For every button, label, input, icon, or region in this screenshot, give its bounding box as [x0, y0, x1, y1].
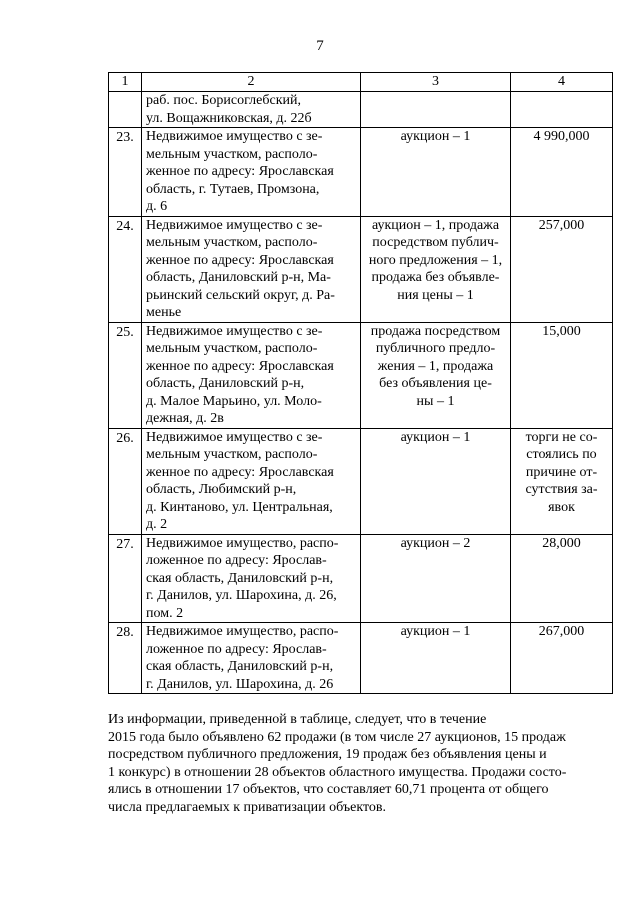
row-result: 257,000 [511, 216, 613, 322]
row-sale-method: аукцион – 1 [361, 623, 511, 694]
header-col-3: 3 [361, 73, 511, 92]
row-sale-method: продажа посредством публичного предло- жения – 1, продажа без объявления це- ны – 1 [361, 322, 511, 428]
table-body [109, 73, 613, 694]
row-result: 267,000 [511, 623, 613, 694]
row-sale-method: аукцион – 1, продажа посредством публич- ного предложения – 1, продажа без объявле- ния цены – 1 [361, 216, 511, 322]
row-result: 15,000 [511, 322, 613, 428]
row-description: Недвижимое имущество с зе- мельным участком, располо- женное по адресу: Ярославская область, г. Тутаев, Промзона, д. 6 [142, 128, 361, 217]
row-description: Недвижимое имущество с зе- мельным участком, располо- женное по адресу: Ярославская область, Даниловский р-н, Ма- рьинский сельский округ, д. Ра- менье [142, 216, 361, 322]
conclusion-text: Из информации, приведенной в таблице, следует, что в течение 2015 года было объявлено 62 продажи (в том числе 27 аукционов, 15 продаж посредством публичного предложения, 19 продаж без объявления цены и 1 конкурс) в отношении 28 объектов областного имущества. Продажи состо- ялись в отношении 17 объектов, что составляет 60,71 процента от общего числа предлагаемых к приватизации объектов. [108, 712, 567, 815]
row-number: 24. [109, 216, 142, 322]
row-sale-method: аукцион – 1 [361, 428, 511, 534]
row-description: Недвижимое имущество с зе- мельным участком, располо- женное по адресу: Ярославская область, Даниловский р-н, д. Малое Марьино, ул. Моло- дежная, д. 2в [142, 322, 361, 428]
row-sale-method: аукцион – 2 [361, 534, 511, 623]
row-sale-method [361, 92, 511, 128]
table-row [109, 322, 613, 428]
table-row [109, 92, 613, 128]
header-col-4: 4 [511, 73, 613, 92]
row-description: раб. пос. Борисоглебский, ул. Вощажниковская, д. 22б [142, 92, 361, 128]
row-description: Недвижимое имущество с зе- мельным участком, располо- женное по адресу: Ярославская область, Любимский р-н, д. Кинтаново, ул. Центральная, д. 2 [142, 428, 361, 534]
table-row [109, 623, 613, 694]
row-description: Недвижимое имущество, распо- ложенное по адресу: Ярослав- ская область, Даниловский р-н, г. Данилов, ул. Шарохина, д. 26, пом. 2 [142, 534, 361, 623]
page-number: 7 [316, 38, 324, 54]
privatization-table [108, 72, 613, 694]
conclusion-paragraph [108, 711, 612, 816]
table-row [109, 534, 613, 623]
row-number: 26. [109, 428, 142, 534]
row-sale-method: аукцион – 1 [361, 128, 511, 217]
table-header-row [109, 73, 613, 92]
row-result: 28,000 [511, 534, 613, 623]
table-row [109, 428, 613, 534]
row-number: 28. [109, 623, 142, 694]
row-description: Недвижимое имущество, распо- ложенное по адресу: Ярослав- ская область, Даниловский р-н, г. Данилов, ул. Шарохина, д. 26 [142, 623, 361, 694]
table-row [109, 128, 613, 217]
row-number: 23. [109, 128, 142, 217]
row-number: 25. [109, 322, 142, 428]
row-result: 4 990,000 [511, 128, 613, 217]
row-result [511, 92, 613, 128]
table-row [109, 216, 613, 322]
row-number: 27. [109, 534, 142, 623]
header-col-1: 1 [109, 73, 142, 92]
row-result: торги не со- стоялись по причине от- сутствия за- явок [511, 428, 613, 534]
header-col-2: 2 [142, 73, 361, 92]
row-number [109, 92, 142, 128]
